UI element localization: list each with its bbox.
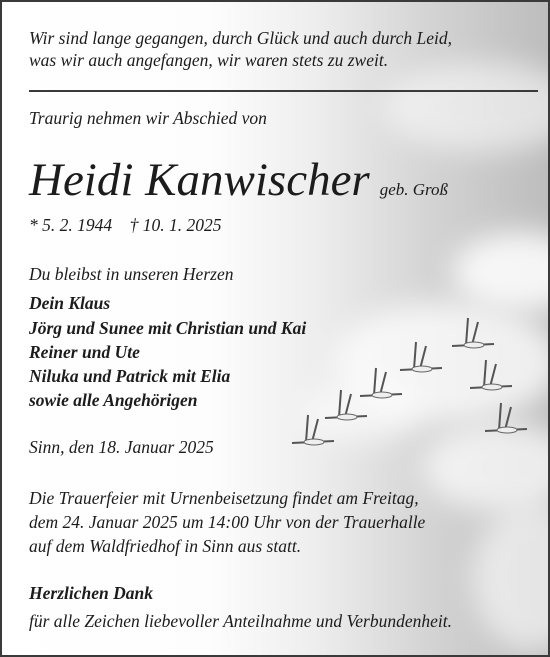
poem-line-2: was wir auch angefangen, wir waren stets zu zweit. (29, 50, 389, 70)
ceremony-line-1: Die Trauerfeier mit Urnenbeisetzung findet am Freitag, (29, 488, 419, 508)
crane-icon (485, 403, 527, 433)
mourner-line: sowie alle Angehörigen (29, 390, 198, 410)
poem-line-1: Wir sind lange gegangen, durch Glück und auch durch Leid, (29, 28, 453, 48)
mourner-line: Dein Klaus (29, 293, 111, 313)
thanks-title: Herzlichen Dank (29, 583, 153, 603)
life-dates: * 5. 2. 1944 † 10. 1. 2025 (29, 215, 222, 235)
crane-icon (325, 390, 367, 420)
crane-icon (470, 360, 512, 390)
ceremony-line-3: auf dem Waldfriedhof in Sinn aus statt. (29, 536, 302, 556)
crane-icon (292, 415, 334, 445)
ceremony-line-2: dem 24. Januar 2025 um 14:00 Uhr von der Trauerhalle (29, 512, 426, 532)
mourner-line: Jörg und Sunee mit Christian und Kai (29, 318, 307, 338)
crane-icon (400, 342, 442, 372)
thanks-text: für alle Zeichen liebevoller Anteilnahme und Verbundenheit. (29, 611, 452, 631)
birth-name: geb. Groß (379, 180, 449, 199)
deceased-name (29, 152, 448, 218)
divider (29, 90, 538, 92)
deceased-full-name: Heidi Kanwischer (29, 154, 370, 206)
mourner-line: Reiner und Ute (29, 342, 140, 362)
crane-icon (452, 318, 494, 348)
remembrance-line: Du bleibst in unseren Herzen (29, 264, 234, 284)
place-date: Sinn, den 18. Januar 2025 (29, 437, 214, 457)
crane-icon (360, 368, 402, 398)
mourner-line: Niluka und Patrick mit Elia (29, 366, 231, 386)
intro-text: Traurig nehmen wir Abschied von (29, 108, 267, 128)
